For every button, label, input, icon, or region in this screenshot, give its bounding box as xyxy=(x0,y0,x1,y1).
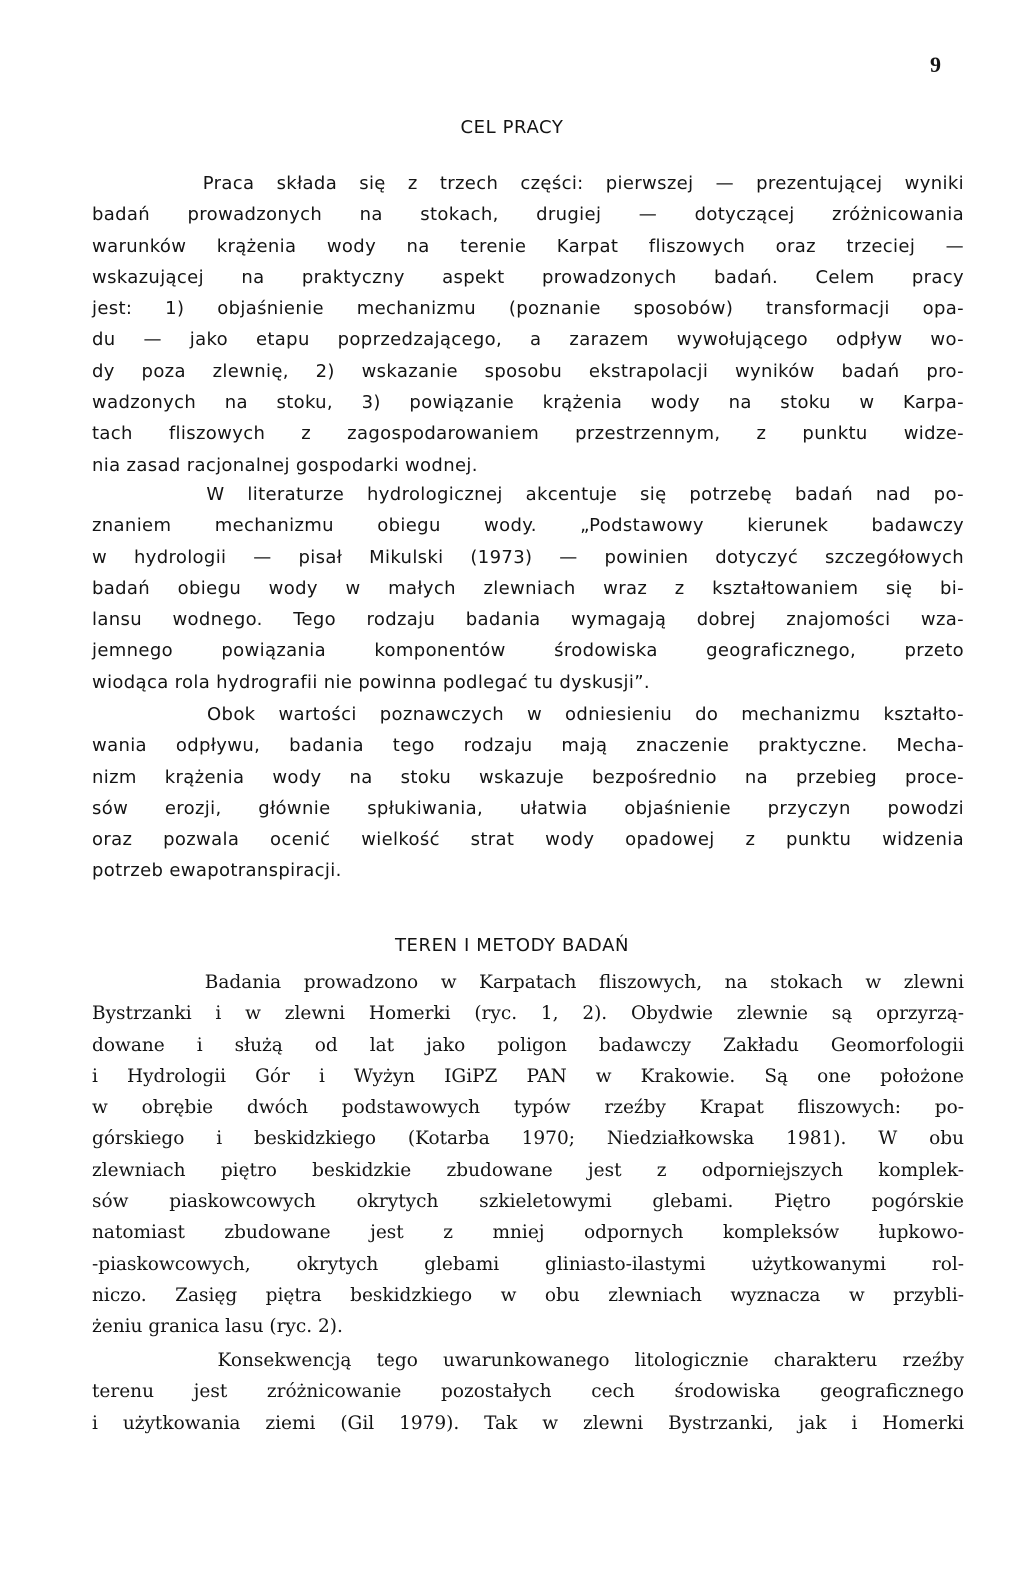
text-line: badań obiegu wody w małych zlewniach wraz z kształtowaniem się bi- xyxy=(92,577,964,599)
paragraph-1 xyxy=(92,168,964,481)
text-line: niczo. Zasięg piętra beskidzkiego w obu zlewniach wyznacza w przybli- xyxy=(92,1284,964,1306)
text-line: tach fliszowych z zagospodarowaniem przestrzennym, z punktu widze- xyxy=(92,423,964,445)
section-heading-teren-i-metody: TEREN I METODY BADAŃ xyxy=(394,935,630,956)
text-line: sów erozji, głównie spłukiwania, ułatwia objaśnienie przyczyn powodzi xyxy=(92,797,964,819)
text-line: żeniu granica lasu (ryc. 2). xyxy=(92,1316,343,1338)
text-line: nizm krążenia wody na stoku wskazuje bezpośrednio na przebieg proce- xyxy=(92,766,964,788)
paragraph-2 xyxy=(92,479,964,698)
text-line: du — jako etapu poprzedzającego, a zarazem wywołującego odpływ wo- xyxy=(92,329,964,351)
text-line: w obrębie dwóch podstawowych typów rzeźby Krapat fliszowych: po- xyxy=(92,1097,964,1119)
text-line: górskiego i beskidzkiego (Kotarba 1970; Niedziałkowska 1981). W obu xyxy=(92,1128,964,1150)
page-number: 9 xyxy=(930,52,941,77)
text-line: dowane i służą od lat jako poligon badawczy Zakładu Geomorfologii xyxy=(92,1034,964,1056)
text-line: wadzonych na stoku, 3) powiązanie krążenia wody na stoku w Karpa- xyxy=(92,392,964,414)
text-line: potrzeb ewapotranspiracji. xyxy=(92,860,342,882)
text-line: W literaturze hydrologicznej akcentuje się potrzebę badań nad po- xyxy=(92,484,964,505)
text-line: lansu wodnego. Tego rodzaju badania wymagają dobrej znajomości wza- xyxy=(92,609,964,631)
text-line: Obok wartości poznawczych w odniesieniu do mechanizmu kształto- xyxy=(92,704,964,725)
paragraph-3 xyxy=(92,699,964,887)
paragraph-5 xyxy=(92,1345,964,1439)
section-heading-cel-pracy: CEL PRACY xyxy=(460,117,564,138)
text-line: zlewniach piętro beskidzkie zbudowane jest z odporniejszych komplek- xyxy=(92,1159,964,1181)
text-line: wskazującej na praktyczny aspekt prowadzonych badań. Celem pracy xyxy=(92,266,964,288)
text-line: Bystrzanki i w zlewni Homerki (ryc. 1, 2). Obydwie zlewnie są oprzyrzą- xyxy=(92,1003,964,1025)
text-line: w hydrologii — pisał Mikulski (1973) — powinien dotyczyć szczegółowych xyxy=(92,546,964,568)
text-line: jemnego powiązania komponentów środowiska geograficznego, przeto xyxy=(92,640,964,662)
text-line: natomiast zbudowane jest z mniej odpornych kompleksów łupkowo- xyxy=(92,1222,964,1244)
text-line: nia zasad racjonalnej gospodarki wodnej. xyxy=(92,454,478,476)
text-line: Konsekwencją tego uwarunkowanego litologicznie charakteru rzeźby xyxy=(92,1350,964,1371)
text-line: oraz pozwala ocenić wielkość strat wody opadowej z punktu widzenia xyxy=(92,829,964,851)
text-line: dy poza zlewnię, 2) wskazanie sposobu ekstrapolacji wyników badań pro- xyxy=(92,360,964,382)
text-line: Praca składa się z trzech części: pierwszej — prezentującej wyniki xyxy=(92,173,964,194)
text-line: terenu jest zróżnicowanie pozostałych cech środowiska geograficznego xyxy=(92,1381,964,1403)
text-line: wiodąca rola hydrografii nie powinna podlegać tu dyskusji”. xyxy=(92,671,650,693)
text-line: badań prowadzonych na stokach, drugiej — dotyczącej zróżnicowania xyxy=(92,204,964,226)
text-line: -piaskowcowych, okrytych glebami gliniasto-ilastymi użytkowanymi rol- xyxy=(92,1253,964,1275)
paragraph-4 xyxy=(92,967,964,1343)
text-line: Badania prowadzono w Karpatach fliszowych, na stokach w zlewni xyxy=(92,972,964,993)
text-line: jest: 1) objaśnienie mechanizmu (poznanie sposobów) transformacji opa- xyxy=(92,298,964,320)
text-line: i Hydrologii Gór i Wyżyn IGiPZ PAN w Krakowie. Są one położone xyxy=(92,1065,964,1087)
text-line: i użytkowania ziemi (Gil 1979). Tak w zlewni Bystrzanki, jak i Homerki xyxy=(92,1412,964,1434)
text-line: wania odpływu, badania tego rodzaju mają znaczenie praktyczne. Mecha- xyxy=(92,735,964,757)
text-line: warunków krążenia wody na terenie Karpat fliszowych oraz trzeciej — xyxy=(92,235,964,257)
text-line: sów piaskowcowych okrytych szkieletowymi glebami. Piętro pogórskie xyxy=(92,1191,964,1213)
text-line: znaniem mechanizmu obiegu wody. „Podstawowy kierunek badawczy xyxy=(92,515,964,537)
